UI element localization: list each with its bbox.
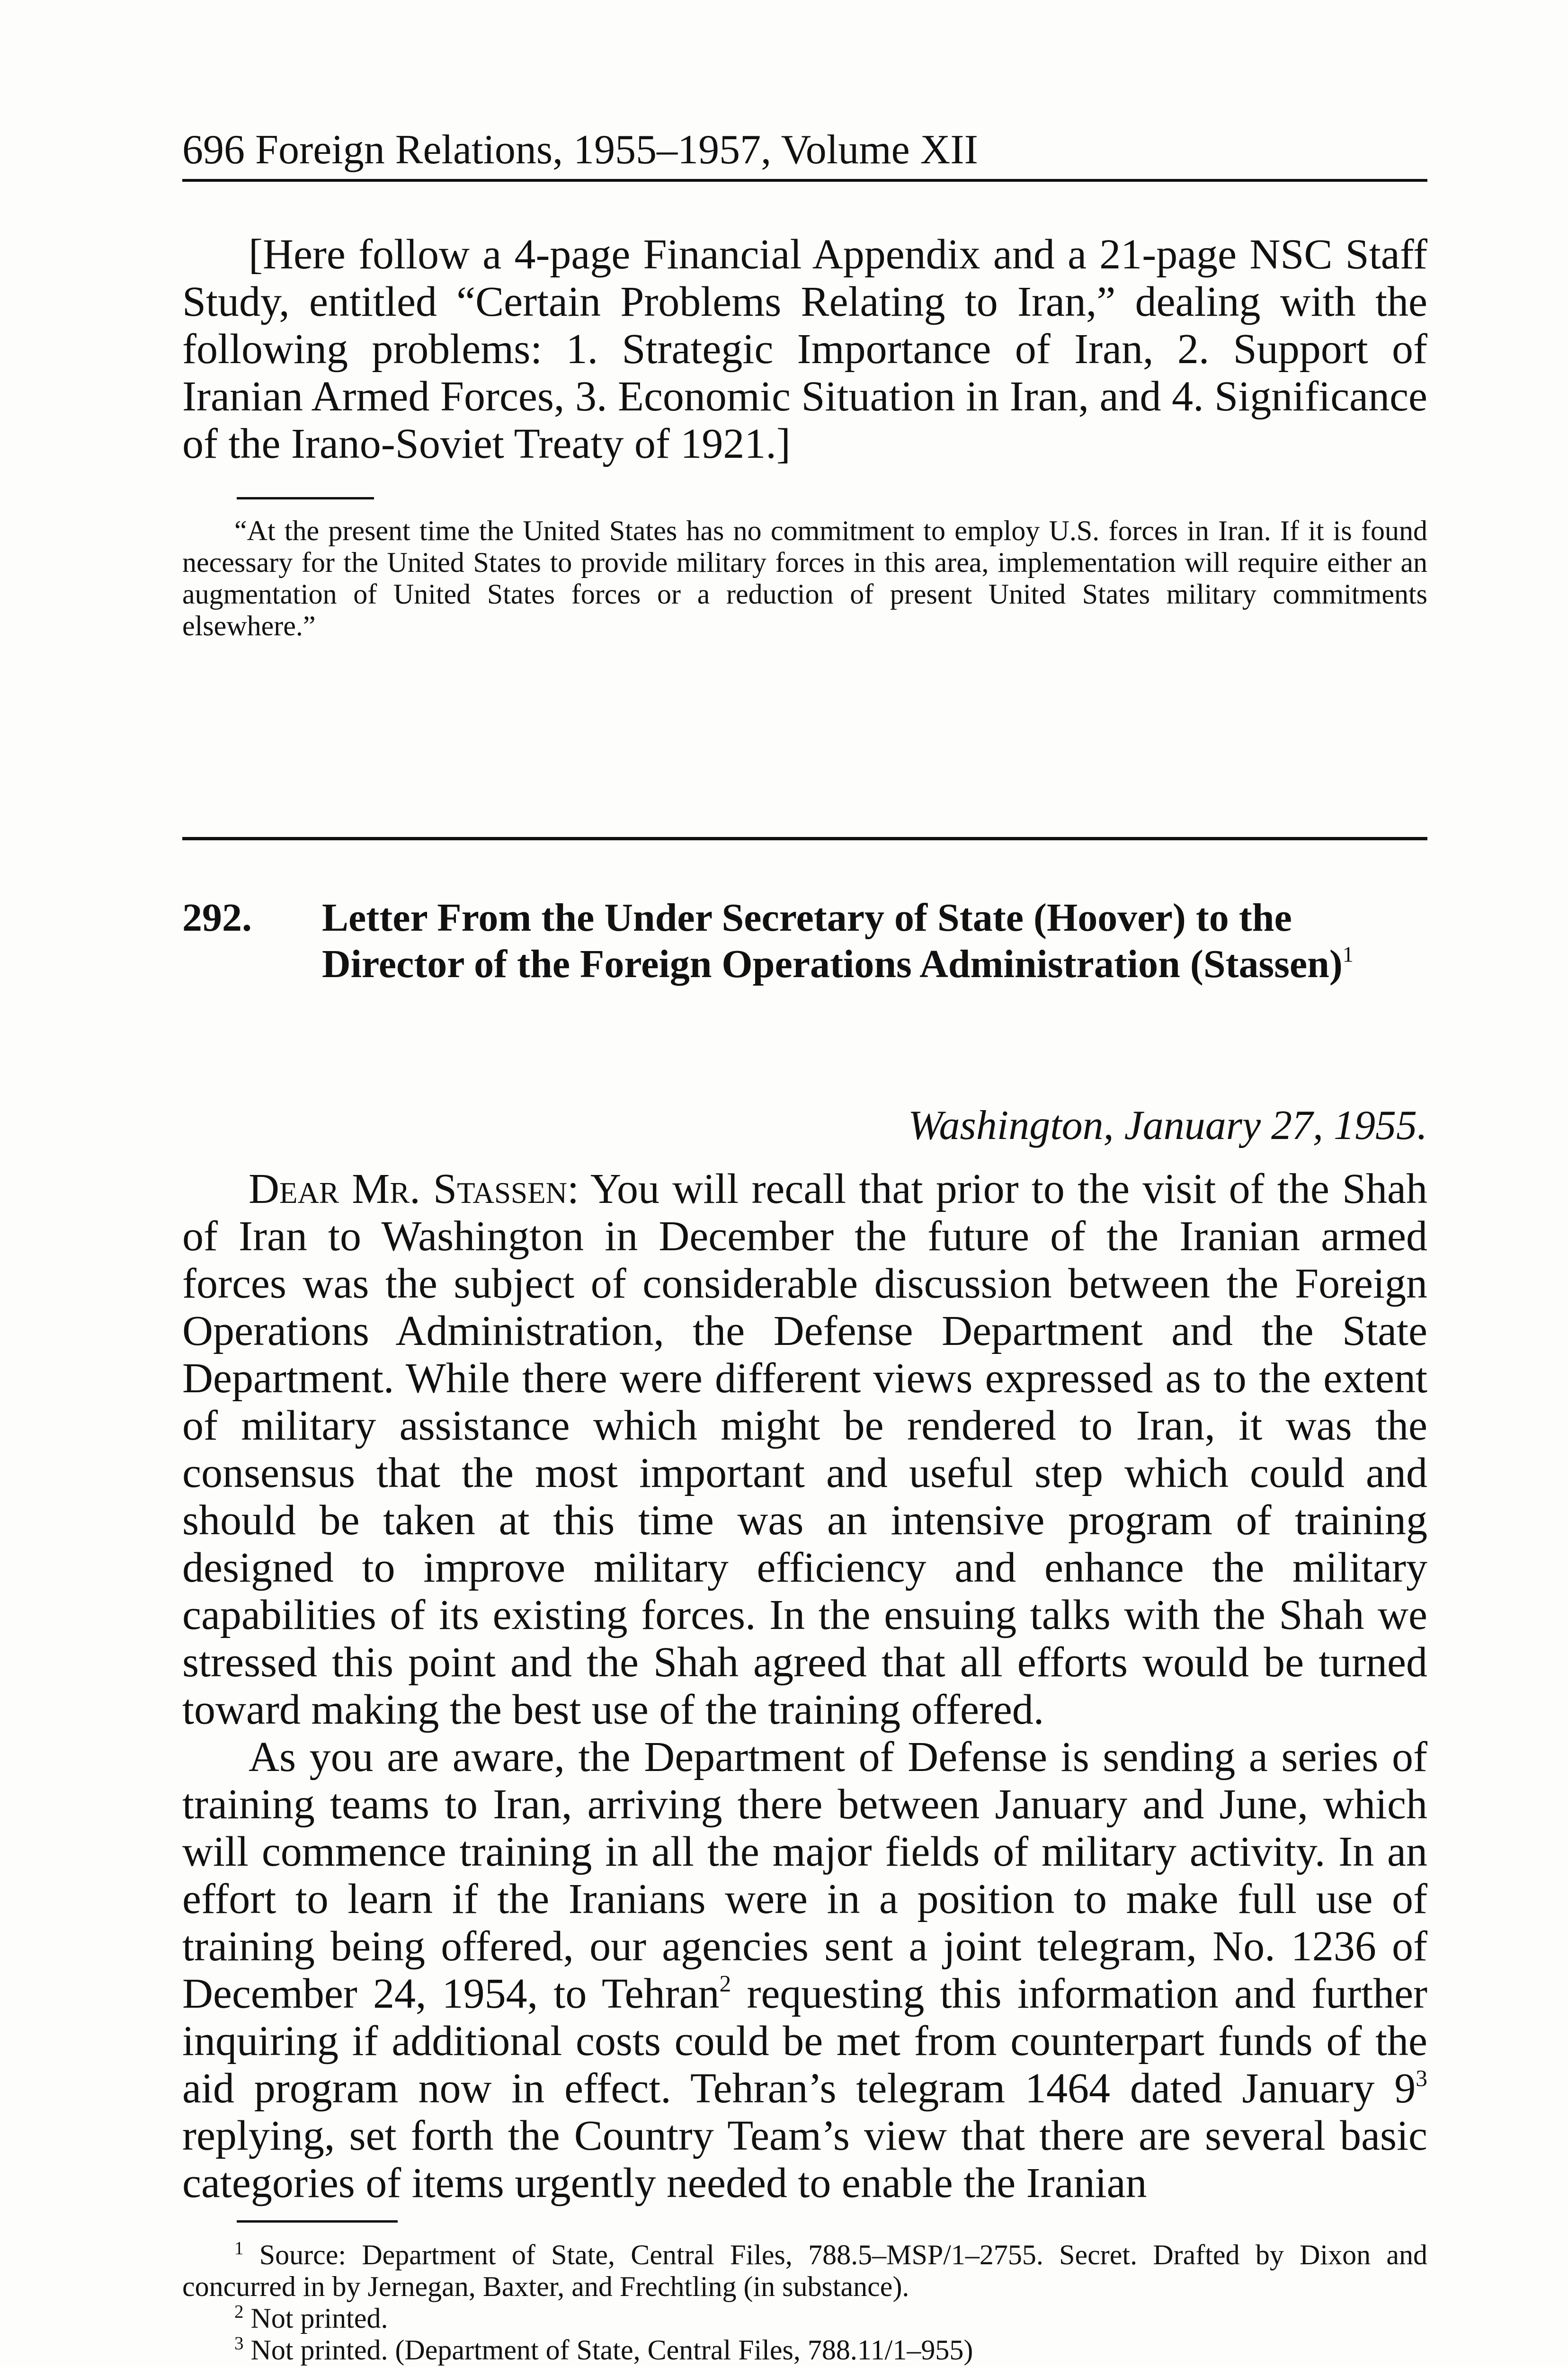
paragraph-2-text-b: requesting this information and further inquiring if additional costs could be met from counterpart funds of the aid program now in effect. Tehran’s telegram 1464 dated January 9	[182, 1970, 1427, 2112]
salutation: Dear Mr. Stassen:	[249, 1166, 579, 1212]
footnote-3	[182, 2334, 1427, 2366]
footnote-ref-3: 3	[1416, 2065, 1427, 2091]
header-rule	[182, 179, 1427, 182]
footnotes	[182, 2239, 1427, 2366]
paragraph-1-text: You will recall that prior to the visit of the Shah of Iran to Washington in December the future of the Iranian armed forces was the subject of considerable discussion between the Foreign Operations Administration, the Defense Department and the State Department. While there were different views expressed as to the extent of military assistance which might be rendered to Iran, it was the consensus that the most important and useful step which could and should be taken at this time was an intensive program of training designed to improve military efficiency and enhance the military capabilities of its existing forces. In the ensuing talks with the Shah we stressed this point and the Shah agreed that all efforts would be turned toward making the best use of the training offered.	[182, 1166, 1427, 1733]
previous-document-bracket-note: [Here follow a 4-page Financial Appendix and a 21-page NSC Staff Study, entitled “Certain Problems Relating to Iran,” dealing with the following problems: 1. Strategic Importance of Iran, 2. Support of Iranian Armed Forces, 3. Economic Situation in Iran, and 4. Significance of the Irano-Soviet Treaty of 1921.]	[182, 231, 1427, 467]
footnote-marker: 1	[234, 2238, 244, 2259]
letter-paragraph-2	[182, 1734, 1427, 2207]
footnotes-separator-rule	[237, 2220, 398, 2223]
footnote-2	[182, 2303, 1427, 2334]
running-head: 696 Foreign Relations, 1955–1957, Volume XII	[182, 127, 978, 173]
footnote-ref-2: 2	[719, 1970, 731, 1997]
document-separator-rule	[182, 837, 1427, 840]
footnote-ref-1: 1	[1342, 942, 1354, 967]
footnote-1	[182, 2239, 1427, 2303]
footnote-text: Source: Department of State, Central Files, 788.5–MSP/1–2755. Secret. Drafted by Dixon and concurred in by Jernegan, Baxter, and Frechtling (in substance).	[182, 2239, 1428, 2302]
footnote-text: Not printed.	[250, 2303, 388, 2334]
document-title-text: Letter From the Under Secretary of State (Hoover) to the Director of the Foreign Operations Administration (Stassen)	[322, 896, 1343, 986]
footnote-separator-rule	[237, 497, 374, 499]
paragraph-2-text-a: As you are aware, the Department of Defense is sending a series of training teams to Iran, arriving there between January and June, which will commence training in all the major fields of military activity. In an effort to learn if the Iranians were in a position to make full use of training being offered, our agencies sent a joint telegram, No. 1236 of December 24, 1954, to Tehran	[182, 1734, 1427, 2017]
letter-paragraph-1	[182, 1166, 1427, 1734]
letter-body	[182, 1166, 1427, 2207]
footnote-marker: 2	[234, 2301, 244, 2322]
paragraph-2-text-c: replying, set forth the Country Team’s view that there are several basic categories of items urgently needed to enable the Iranian	[182, 2112, 1427, 2207]
dateline: Washington, January 27, 1955.	[908, 1103, 1427, 1148]
footnote-marker: 3	[234, 2333, 244, 2354]
previous-document-footnote: “At the present time the United States has no commitment to employ U.S. forces in Iran. If it is found necessary for the United States to provide military forces in this area, implementation will require either an augmentation of United States forces or a reduction of present United States military commitments elsewhere.”	[182, 515, 1427, 641]
document-title	[322, 895, 1411, 988]
document-number: 292.	[182, 896, 252, 940]
footnote-text: Not printed. (Department of State, Central Files, 788.11/1–955)	[250, 2334, 973, 2366]
